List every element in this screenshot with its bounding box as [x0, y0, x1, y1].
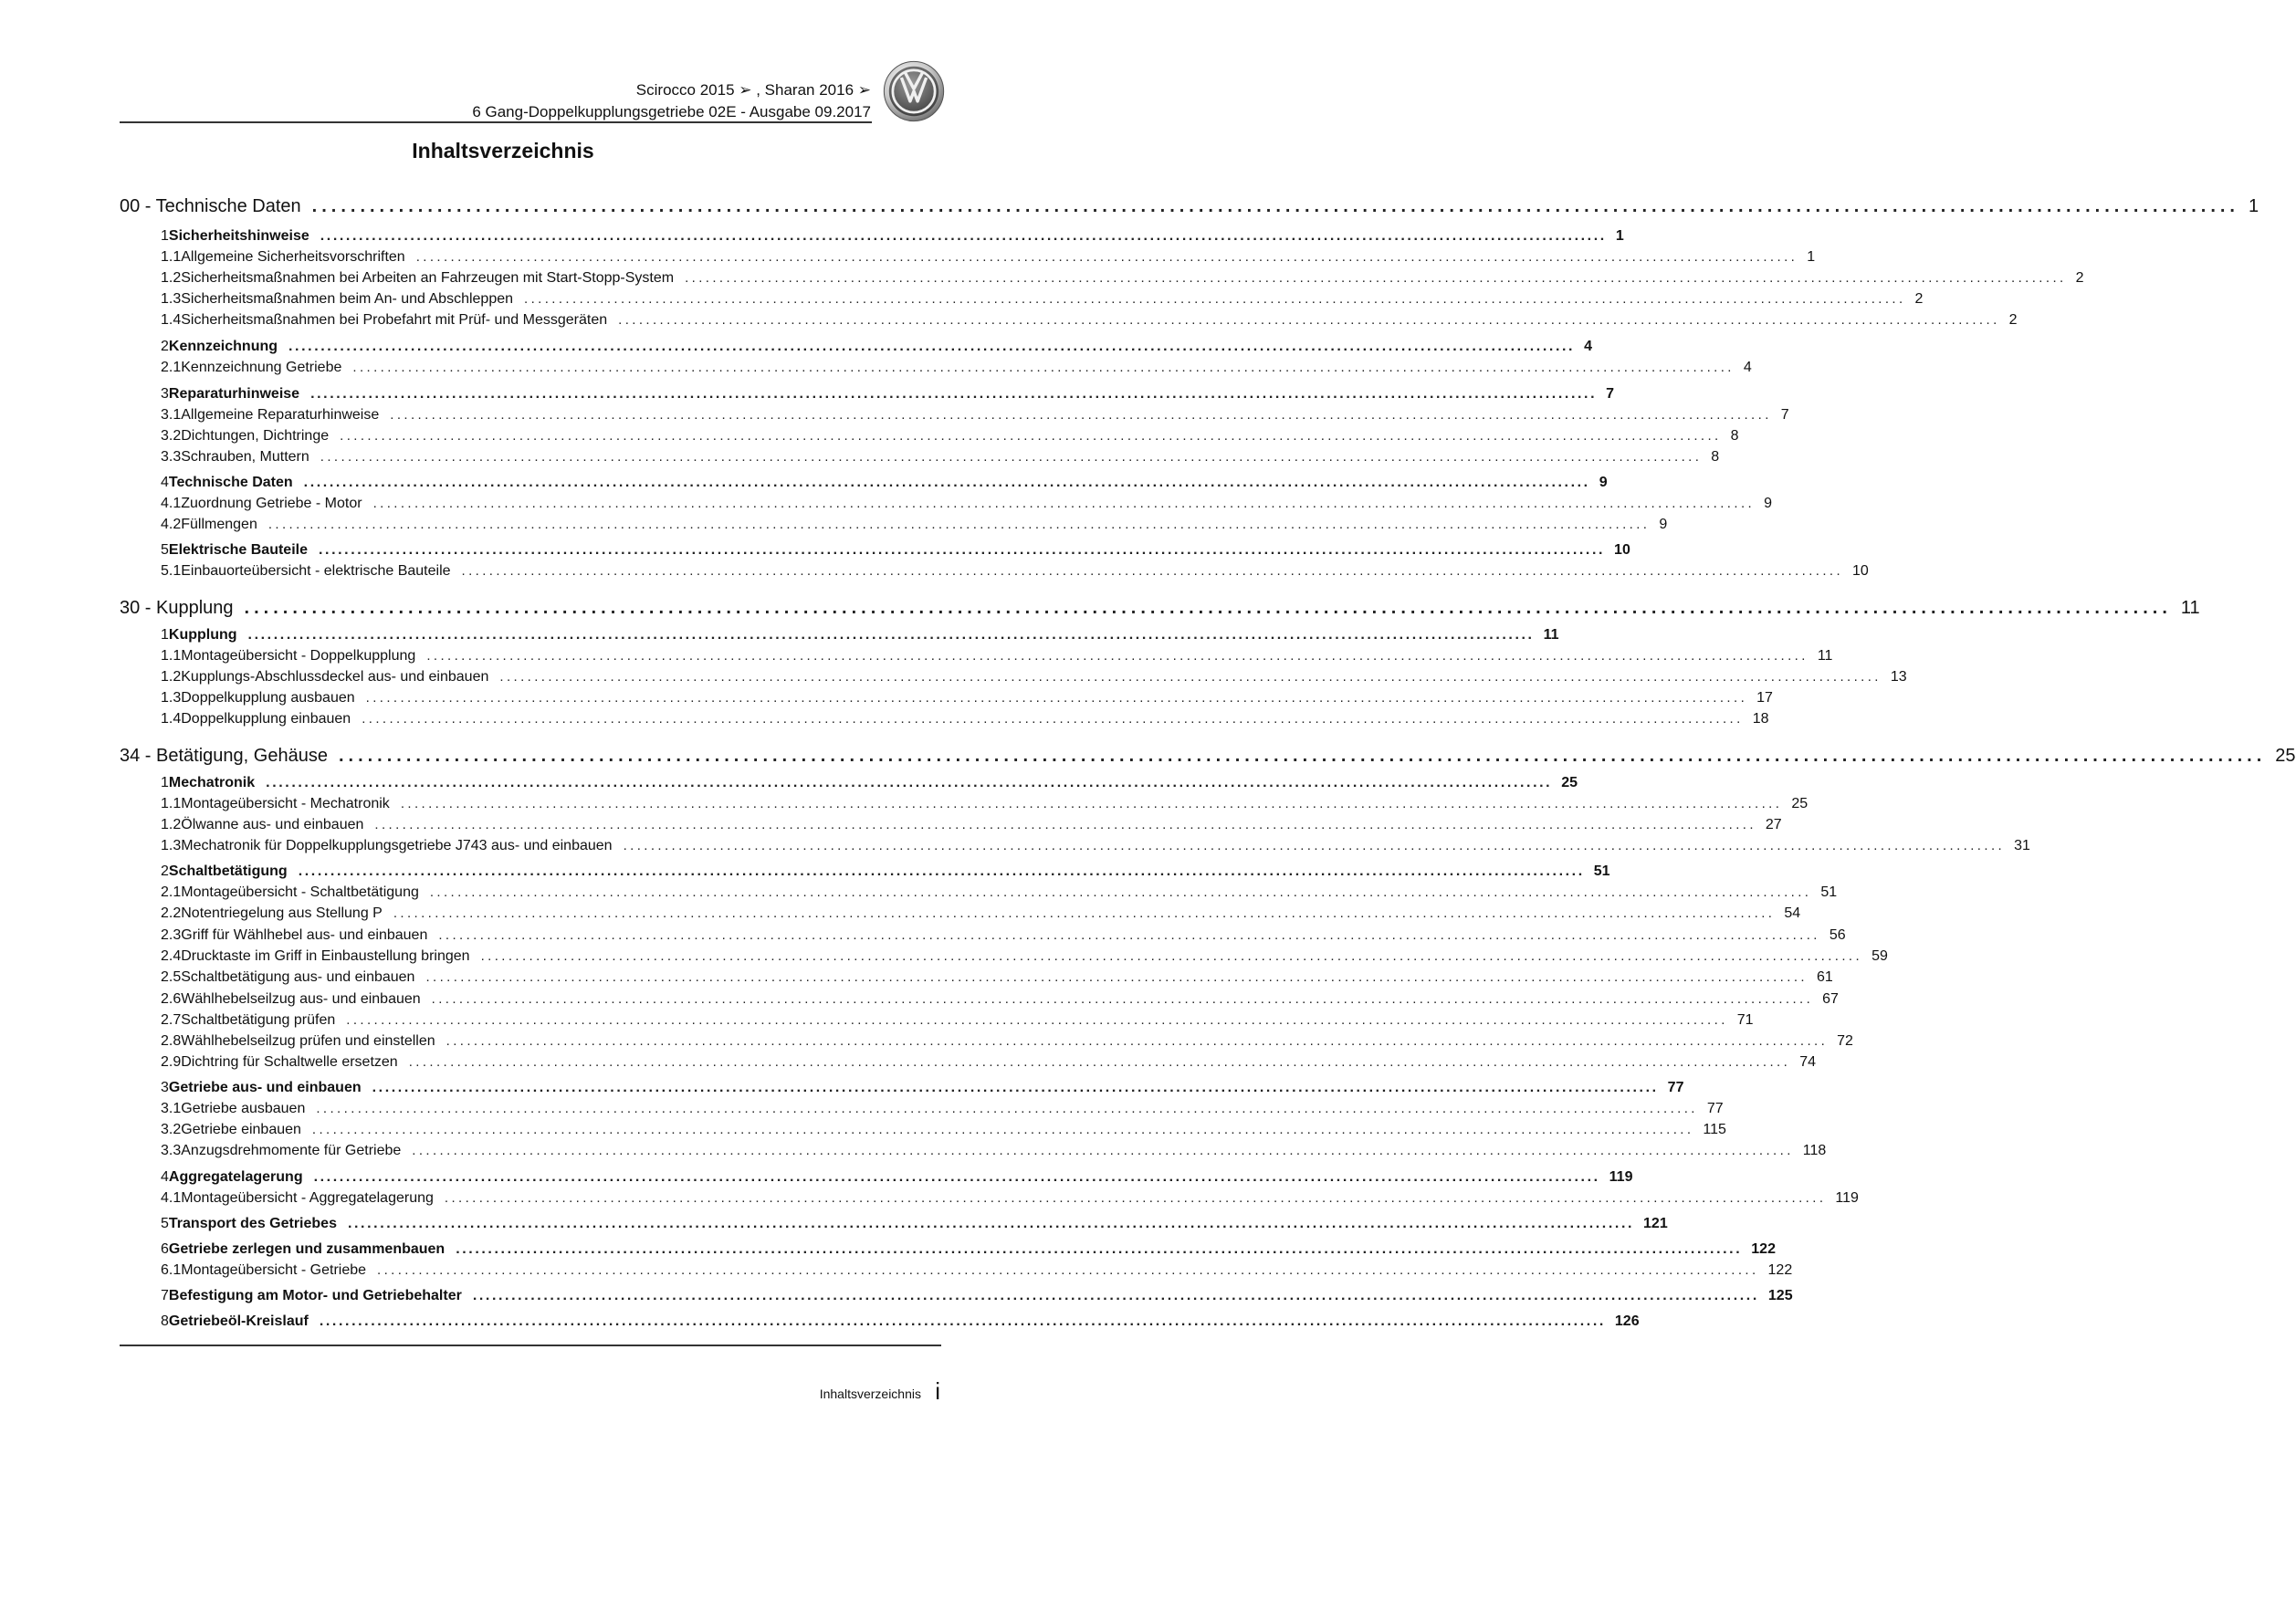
toc-section-row[interactable] [120, 1169, 1633, 1186]
toc-entry-number: 2 [161, 339, 169, 354]
toc-entry-page[interactable]: 10 [1852, 563, 1869, 579]
toc-sub-row[interactable] [120, 796, 1808, 812]
toc-entry-number: 3.1 [161, 407, 182, 423]
toc-entry-title[interactable]: Schaltbetätigung aus- und einbauen [181, 969, 415, 985]
toc-section-row[interactable] [120, 1313, 1640, 1330]
toc-section-row[interactable] [120, 386, 1615, 403]
toc-entry-page[interactable]: 122 [1751, 1241, 1776, 1257]
toc-sub-row[interactable] [120, 1101, 1724, 1117]
toc-entry-page[interactable]: 126 [1614, 1313, 1640, 1329]
toc-leader-dots: ........................................................................................................................................................................................................ [346, 1012, 1728, 1028]
toc-entry-title[interactable]: Ölwanne aus- und einbauen [181, 817, 364, 832]
toc-entry-page[interactable]: 119 [1609, 1169, 1633, 1185]
toc-entry-title[interactable]: 30 - Kupplung [120, 598, 234, 618]
toc-entry-page[interactable]: 72 [1837, 1033, 1853, 1049]
toc-entry-page[interactable]: 11 [1543, 627, 1559, 643]
toc-leader-dots: ........................................................................................................................................................................................................ [618, 312, 2000, 328]
toc-entry-page[interactable]: 51 [1593, 863, 1610, 879]
toc-entry-page[interactable]: 2 [2075, 270, 2084, 286]
toc-entry-title[interactable]: Mechatronik [168, 775, 256, 790]
toc-entry-number: 4 [161, 475, 169, 490]
toc-entry-number: 4.1 [161, 1190, 182, 1206]
toc-leader-dots: ........................................................................................................................................................................................................ [393, 905, 1776, 921]
toc-sub-row[interactable] [120, 428, 1739, 445]
toc-leader-dots: ........................................................................................................................................................................................................ [320, 228, 1607, 244]
toc-chapter-row[interactable] [120, 196, 2259, 217]
toc-entry-page[interactable]: 1 [1615, 228, 1624, 244]
toc-entry-page[interactable]: 77 [1706, 1101, 1724, 1116]
toc-entry-number: 8 [161, 1313, 169, 1329]
toc-entry-page[interactable]: 17 [1756, 690, 1773, 706]
toc-entry-title[interactable]: Kennzeichnung Getriebe [181, 360, 342, 375]
toc-entry-number: 2.9 [161, 1054, 182, 1070]
toc-sub-row[interactable] [120, 449, 1720, 466]
toc-leader-dots: ........................................................................................................................................................................................................ [400, 796, 1783, 811]
toc-sub-row[interactable] [120, 927, 1846, 944]
toc-sub-row[interactable] [120, 407, 1789, 424]
toc-sub-row[interactable] [120, 1262, 1793, 1279]
toc-leader-dots: ........................................................................................................................................................................................................ [415, 249, 1798, 265]
toc-sub-row[interactable] [120, 1033, 1853, 1050]
header-edition: 6 Gang-Doppelkupplungsgetriebe 02E - Ausgabe 09.2017 [472, 103, 871, 120]
toc-sub-row[interactable] [120, 360, 1752, 376]
toc-entry-title[interactable]: Schaltbetätigung prüfen [181, 1012, 336, 1028]
toc-entry-number: 1.3 [161, 838, 182, 853]
toc-sub-row[interactable] [120, 517, 1668, 533]
toc-entry-number: 2.1 [161, 884, 182, 900]
toc-leader-dots: ........................................................................................................................................................................................................ [310, 386, 1598, 402]
toc-entry-number: 4 [161, 1169, 169, 1185]
toc-section-row[interactable] [120, 863, 1610, 880]
toc-entry-number: 6.1 [161, 1262, 182, 1278]
toc-sub-row[interactable] [120, 270, 2084, 287]
toc-sub-row[interactable] [120, 838, 2030, 854]
toc-leader-dots: ........................................................................................................................................................................................................ [340, 428, 1722, 444]
toc-entry-title[interactable]: 34 - Betätigung, Gehäuse [120, 746, 328, 766]
toc-sub-row[interactable] [120, 948, 1888, 965]
toc-entry-page[interactable]: 119 [1835, 1190, 1859, 1206]
toc-sub-row[interactable] [120, 905, 1801, 922]
toc-entry-number: 1.3 [161, 690, 182, 706]
toc-leader-dots: ........................................................................................................................................................................................................ [426, 648, 1808, 664]
toc-sub-row[interactable] [120, 1122, 1726, 1138]
toc-leader-dots: ........................................................................................................................................................................................................ [685, 270, 2067, 286]
toc-entry-page[interactable]: 61 [1816, 969, 1833, 985]
toc-entry-title[interactable]: Sicherheitsmaßnahmen bei Arbeiten an Fahrzeugen mit Start-Stopp-System [181, 270, 675, 286]
toc-entry-title[interactable]: Allgemeine Sicherheitsvorschriften [181, 249, 405, 265]
toc-leader-dots: ........................................................................................................................................................................................................ [372, 496, 1756, 511]
toc-section-row[interactable] [120, 1216, 1668, 1232]
toc-entry-page[interactable]: 8 [1711, 449, 1720, 465]
toc-leader-dots: ........................................................................................................................................................................................................ [480, 948, 1863, 964]
toc-entry-page[interactable]: 9 [1764, 496, 1772, 511]
toc-section-row[interactable] [120, 627, 1559, 644]
toc-entry-page[interactable]: 54 [1784, 905, 1801, 921]
toc-section-row[interactable] [120, 1288, 1793, 1304]
toc-leader-dots: ........................................................................................................................................................................................................ [338, 746, 2267, 766]
toc-entry-page[interactable]: 121 [1643, 1216, 1668, 1231]
toc-entry-title[interactable]: Sicherheitsmaßnahmen beim An- und Abschleppen [181, 291, 514, 307]
toc-entry-title[interactable]: Kupplungs-Abschlussdeckel aus- und einbauen [181, 669, 489, 685]
toc-entry-number: 4.1 [161, 496, 182, 511]
toc-entry-number: 7 [161, 1288, 169, 1303]
toc-section-row[interactable] [120, 228, 1624, 245]
toc-leader-dots: ........................................................................................................................................................................................................ [524, 291, 1906, 307]
toc-entry-number: 3 [161, 1080, 169, 1095]
toc-entry-page[interactable]: 25 [1561, 775, 1578, 790]
toc-entry-page[interactable]: 11 [1817, 648, 1833, 664]
toc-section-row[interactable] [120, 775, 1578, 791]
toc-entry-number: 3.1 [161, 1101, 182, 1116]
toc-entry-title[interactable]: Griff für Wählhebel aus- und einbauen [181, 927, 428, 943]
toc-entry-title[interactable]: Wählhebelseilzug prüfen und einstellen [181, 1033, 435, 1049]
toc-entry-title[interactable]: Doppelkupplung einbauen [181, 711, 351, 727]
toc-entry-title[interactable]: Getriebe ausbauen [181, 1101, 306, 1116]
toc-entry-title[interactable]: Füllmengen [181, 517, 257, 532]
toc-entry-title[interactable]: Schaltbetätigung [168, 863, 288, 879]
toc-entry-title[interactable]: Montageübersicht - Doppelkupplung [181, 648, 416, 664]
toc-entry-page[interactable]: 59 [1871, 948, 1888, 964]
toc-entry-number: 1 [161, 775, 169, 790]
toc-entry-page[interactable]: 18 [1752, 711, 1769, 727]
toc-entry-title[interactable]: Getriebe aus- und einbauen [168, 1080, 362, 1095]
toc-sub-row[interactable] [120, 817, 1782, 833]
toc-entry-title[interactable]: Montageübersicht - Mechatronik [181, 796, 390, 811]
toc-leader-dots: ........................................................................................................................................................................................................ [425, 969, 1808, 985]
toc-chapter-row[interactable] [120, 746, 2296, 767]
toc-leader-dots: ........................................................................................................................................................................................................ [311, 196, 2239, 216]
toc-entry-number: 1.1 [161, 249, 182, 265]
toc-leader-dots: ........................................................................................................................................................................................................ [247, 627, 1535, 643]
toc-entry-number: 2.4 [161, 948, 182, 964]
toc-leader-dots: ........................................................................................................................................................................................................ [374, 817, 1756, 832]
toc-section-row[interactable] [120, 475, 1608, 491]
toc-entry-page[interactable]: 7 [1606, 386, 1615, 402]
toc-entry-number: 6 [161, 1241, 169, 1257]
toc-entry-number: 1.4 [161, 312, 182, 328]
toc-entry-title[interactable]: Schrauben, Muttern [181, 449, 309, 465]
toc-entry-number: 1.3 [161, 291, 182, 307]
toc-entry-title[interactable]: Montageübersicht - Schaltbetätigung [181, 884, 419, 900]
toc-leader-dots: ........................................................................................................................................................................................................ [303, 475, 1590, 490]
toc-entry-page[interactable]: 71 [1736, 1012, 1754, 1028]
toc-entry-title[interactable]: Elektrische Bauteile [168, 542, 308, 558]
toc-entry-number: 5.1 [161, 563, 182, 579]
toc-entry-page[interactable]: 1 [2248, 196, 2259, 216]
toc-entry-page[interactable]: 9 [1659, 517, 1668, 532]
toc-entry-page[interactable]: 2 [1914, 291, 1924, 307]
toc-entry-number: 2.7 [161, 1012, 182, 1028]
toc-entry-title[interactable]: Einbauorteübersicht - elektrische Bauteile [181, 563, 451, 579]
toc-leader-dots: ........................................................................................................................................................................................................ [365, 690, 1748, 706]
toc-entry-title[interactable]: Montageübersicht - Getriebe [181, 1262, 367, 1278]
toc-leader-dots: ........................................................................................................................................................................................................ [298, 863, 1585, 879]
toc-entry-title[interactable]: Drucktaste im Griff in Einbaustellung bringen [181, 948, 470, 964]
toc-leader-dots: ........................................................................................................................................................................................................ [319, 1313, 1606, 1329]
toc-entry-page[interactable]: 8 [1730, 428, 1739, 444]
toc-sub-row[interactable] [120, 563, 1869, 580]
toc-sub-row[interactable] [120, 648, 1833, 664]
toc-sub-row[interactable] [120, 884, 1838, 901]
toc-leader-dots: ........................................................................................................................................................................................................ [456, 1241, 1743, 1257]
toc-entry-page[interactable]: 51 [1820, 884, 1838, 900]
toc-leader-dots: ........................................................................................................................................................................................................ [390, 407, 1772, 423]
toc-entry-title[interactable]: Kennzeichnung [168, 339, 278, 354]
toc-entry-page[interactable]: 56 [1829, 927, 1846, 943]
toc-sub-row[interactable] [120, 312, 2018, 329]
page-header [0, 0, 1006, 128]
toc-entry-number: 1.1 [161, 796, 182, 811]
toc-leader-dots: ........................................................................................................................................................................................................ [429, 884, 1812, 900]
toc-entry-title[interactable]: Technische Daten [168, 475, 293, 490]
header-divider [120, 121, 872, 123]
toc-sub-row[interactable] [120, 1054, 1816, 1071]
toc-entry-page[interactable]: 2 [2008, 312, 2018, 328]
toc-leader-dots: ........................................................................................................................................................................................................ [446, 1033, 1829, 1049]
toc-entry-title[interactable]: Transport des Getriebes [168, 1216, 337, 1231]
toc-entry-number: 3.3 [161, 1143, 182, 1158]
toc-entry-number: 1.2 [161, 669, 182, 685]
toc-sub-row[interactable] [120, 1012, 1754, 1029]
toc-leader-dots: ........................................................................................................................................................................................................ [444, 1190, 1827, 1206]
footer-page-number: i [935, 1377, 940, 1405]
toc-entry-page[interactable]: 31 [2014, 838, 2030, 853]
toc-entry-number: 2.1 [161, 360, 182, 375]
vw-logo-icon [883, 60, 945, 122]
toc-entry-title[interactable]: Dichtring für Schaltwelle ersetzen [181, 1054, 398, 1070]
toc-sub-row[interactable] [120, 711, 1769, 727]
toc-entry-number: 2.2 [161, 905, 182, 921]
toc-sub-row[interactable] [120, 1143, 1827, 1159]
toc-entry-page[interactable]: 77 [1667, 1080, 1684, 1095]
toc-section-row[interactable] [120, 1080, 1684, 1096]
toc-leader-dots: ........................................................................................................................................................................................................ [288, 339, 1576, 354]
toc-leader-dots: ........................................................................................................................................................................................................ [412, 1143, 1794, 1158]
toc-entry-title[interactable]: Sicherheitsmaßnahmen bei Probefahrt mit Prüf- und Messgeräten [181, 312, 608, 328]
toc-entry-title[interactable]: Kupplung [168, 627, 237, 643]
toc-entry-number: 3 [161, 386, 169, 402]
toc-entry-page[interactable]: 122 [1767, 1262, 1793, 1278]
toc-entry-number: 1 [161, 627, 169, 643]
toc-section-row[interactable] [120, 542, 1630, 559]
toc-entry-number: 5 [161, 542, 169, 558]
toc-sub-row[interactable] [120, 690, 1773, 706]
toc-leader-dots: ........................................................................................................................................................................................................ [408, 1054, 1791, 1070]
toc-entry-number: 4.2 [161, 517, 182, 532]
toc-leader-dots: ........................................................................................................................................................................................................ [362, 711, 1744, 727]
toc-entry-title[interactable]: Getriebe zerlegen und zusammenbauen [168, 1241, 446, 1257]
footer-divider [120, 1345, 941, 1346]
page-title: Inhaltsverzeichnis [412, 139, 594, 162]
toc-leader-dots: ........................................................................................................................................................................................................ [311, 1122, 1694, 1137]
toc-entry-number: 2.6 [161, 991, 182, 1007]
toc-entry-page[interactable]: 7 [1780, 407, 1789, 423]
toc-entry-number: 3.2 [161, 428, 182, 444]
toc-sub-row[interactable] [120, 249, 1816, 266]
toc-entry-number: 2.5 [161, 969, 182, 985]
toc-entry-page[interactable]: 13 [1890, 669, 1907, 685]
toc-entry-page[interactable]: 10 [1614, 542, 1630, 558]
toc-entry-title[interactable]: Notentriegelung aus Stellung P [181, 905, 383, 921]
toc-entry-title[interactable]: 00 - Technische Daten [120, 196, 301, 216]
toc-entry-title[interactable]: Getriebeöl-Kreislauf [168, 1313, 309, 1329]
toc-leader-dots: ........................................................................................................................................................................................................ [431, 991, 1814, 1007]
toc-entry-title[interactable]: Sicherheitshinweise [168, 228, 309, 244]
toc-sub-row[interactable] [120, 291, 1924, 308]
toc-entry-page[interactable]: 125 [1767, 1288, 1793, 1303]
toc-entry-page[interactable]: 25 [2275, 746, 2296, 766]
toc-entry-page[interactable]: 11 [2180, 598, 2200, 618]
toc-leader-dots: ........................................................................................................................................................................................................ [372, 1080, 1659, 1095]
toc-entry-number: 1.1 [161, 648, 182, 664]
toc-section-row[interactable] [120, 1241, 1776, 1258]
toc-entry-number: 1.2 [161, 270, 182, 286]
toc-entry-page[interactable]: 25 [1791, 796, 1808, 811]
toc-entry-title[interactable]: Getriebe einbauen [181, 1122, 301, 1137]
toc-entry-page[interactable]: 115 [1703, 1122, 1726, 1137]
toc-leader-dots: ........................................................................................................................................................................................................ [318, 542, 1606, 558]
toc-leader-dots: ........................................................................................................................................................................................................ [244, 598, 2172, 618]
toc-leader-dots: ........................................................................................................................................................................................................ [472, 1288, 1759, 1303]
toc-leader-dots: ........................................................................................................................................................................................................ [267, 517, 1651, 532]
toc-entry-number: 3.2 [161, 1122, 182, 1137]
toc-leader-dots: ........................................................................................................................................................................................................ [320, 449, 1703, 465]
toc-sub-row[interactable] [120, 991, 1839, 1008]
toc-entry-title[interactable]: Anzugsdrehmomente für Getriebe [181, 1143, 402, 1158]
header-models: Scirocco 2015 ➢ , Sharan 2016 ➢ [635, 81, 871, 99]
toc-entry-number: 1.4 [161, 711, 182, 727]
toc-entry-number: 3.3 [161, 449, 182, 465]
toc-sub-row[interactable] [120, 669, 1907, 685]
toc-entry-title[interactable]: Mechatronik für Doppelkupplungsgetriebe J743 aus- und einbauen [181, 838, 613, 853]
toc-entry-number: 2.3 [161, 927, 182, 943]
toc-leader-dots: ........................................................................................................................................................................................................ [313, 1169, 1600, 1185]
toc-entry-number: 2 [161, 863, 169, 879]
toc-entry-page[interactable]: 1 [1807, 249, 1816, 265]
toc-leader-dots: ........................................................................................................................................................................................................ [438, 927, 1820, 943]
toc-sub-row[interactable] [120, 969, 1833, 986]
toc-sub-row[interactable] [120, 1190, 1859, 1207]
toc-section-row[interactable] [120, 339, 1592, 355]
toc-leader-dots: ........................................................................................................................................................................................................ [316, 1101, 1698, 1116]
toc-entry-title[interactable]: Montageübersicht - Aggregatelagerung [181, 1190, 434, 1206]
toc-entry-page[interactable]: 4 [1743, 360, 1752, 375]
toc-entry-title[interactable]: Allgemeine Reparaturhinweise [181, 407, 380, 423]
toc-entry-page[interactable]: 67 [1822, 991, 1839, 1007]
toc-entry-title[interactable]: Reparaturhinweise [168, 386, 300, 402]
toc-leader-dots: ........................................................................................................................................................................................................ [461, 563, 1844, 579]
toc-entry-title[interactable]: Dichtungen, Dichtringe [181, 428, 330, 444]
toc-entry-number: 1 [161, 228, 169, 244]
toc-leader-dots: ........................................................................................................................................................................................................ [347, 1216, 1635, 1231]
toc-entry-page[interactable]: 118 [1802, 1143, 1827, 1158]
toc-entry-title[interactable]: Aggregatelagerung [168, 1169, 303, 1185]
toc-entry-page[interactable]: 9 [1599, 475, 1608, 490]
toc-leader-dots: ........................................................................................................................................................................................................ [352, 360, 1735, 375]
toc-leader-dots: ........................................................................................................................................................................................................ [266, 775, 1553, 790]
toc-leader-dots: ........................................................................................................................................................................................................ [377, 1262, 1759, 1278]
toc-sub-row[interactable] [120, 496, 1772, 512]
toc-entry-number: 5 [161, 1216, 169, 1231]
toc-entry-title[interactable]: Wählhebelseilzug aus- und einbauen [181, 991, 421, 1007]
toc-entry-number: 1.2 [161, 817, 182, 832]
toc-entry-title[interactable]: Befestigung am Motor- und Getriebehalter [168, 1288, 462, 1303]
toc-entry-page[interactable]: 27 [1765, 817, 1782, 832]
footer-label: Inhaltsverzeichnis [819, 1386, 921, 1401]
toc-chapter-row[interactable] [120, 598, 2200, 619]
toc-leader-dots: ........................................................................................................................................................................................................ [499, 669, 1882, 685]
toc-entry-page[interactable]: 4 [1584, 339, 1592, 354]
toc-entry-title[interactable]: Zuordnung Getriebe - Motor [181, 496, 362, 511]
toc-entry-title[interactable]: Doppelkupplung ausbauen [181, 690, 355, 706]
toc-entry-page[interactable]: 74 [1799, 1054, 1816, 1070]
toc-entry-number: 2.8 [161, 1033, 182, 1049]
toc-leader-dots: ........................................................................................................................................................................................................ [623, 838, 2006, 853]
